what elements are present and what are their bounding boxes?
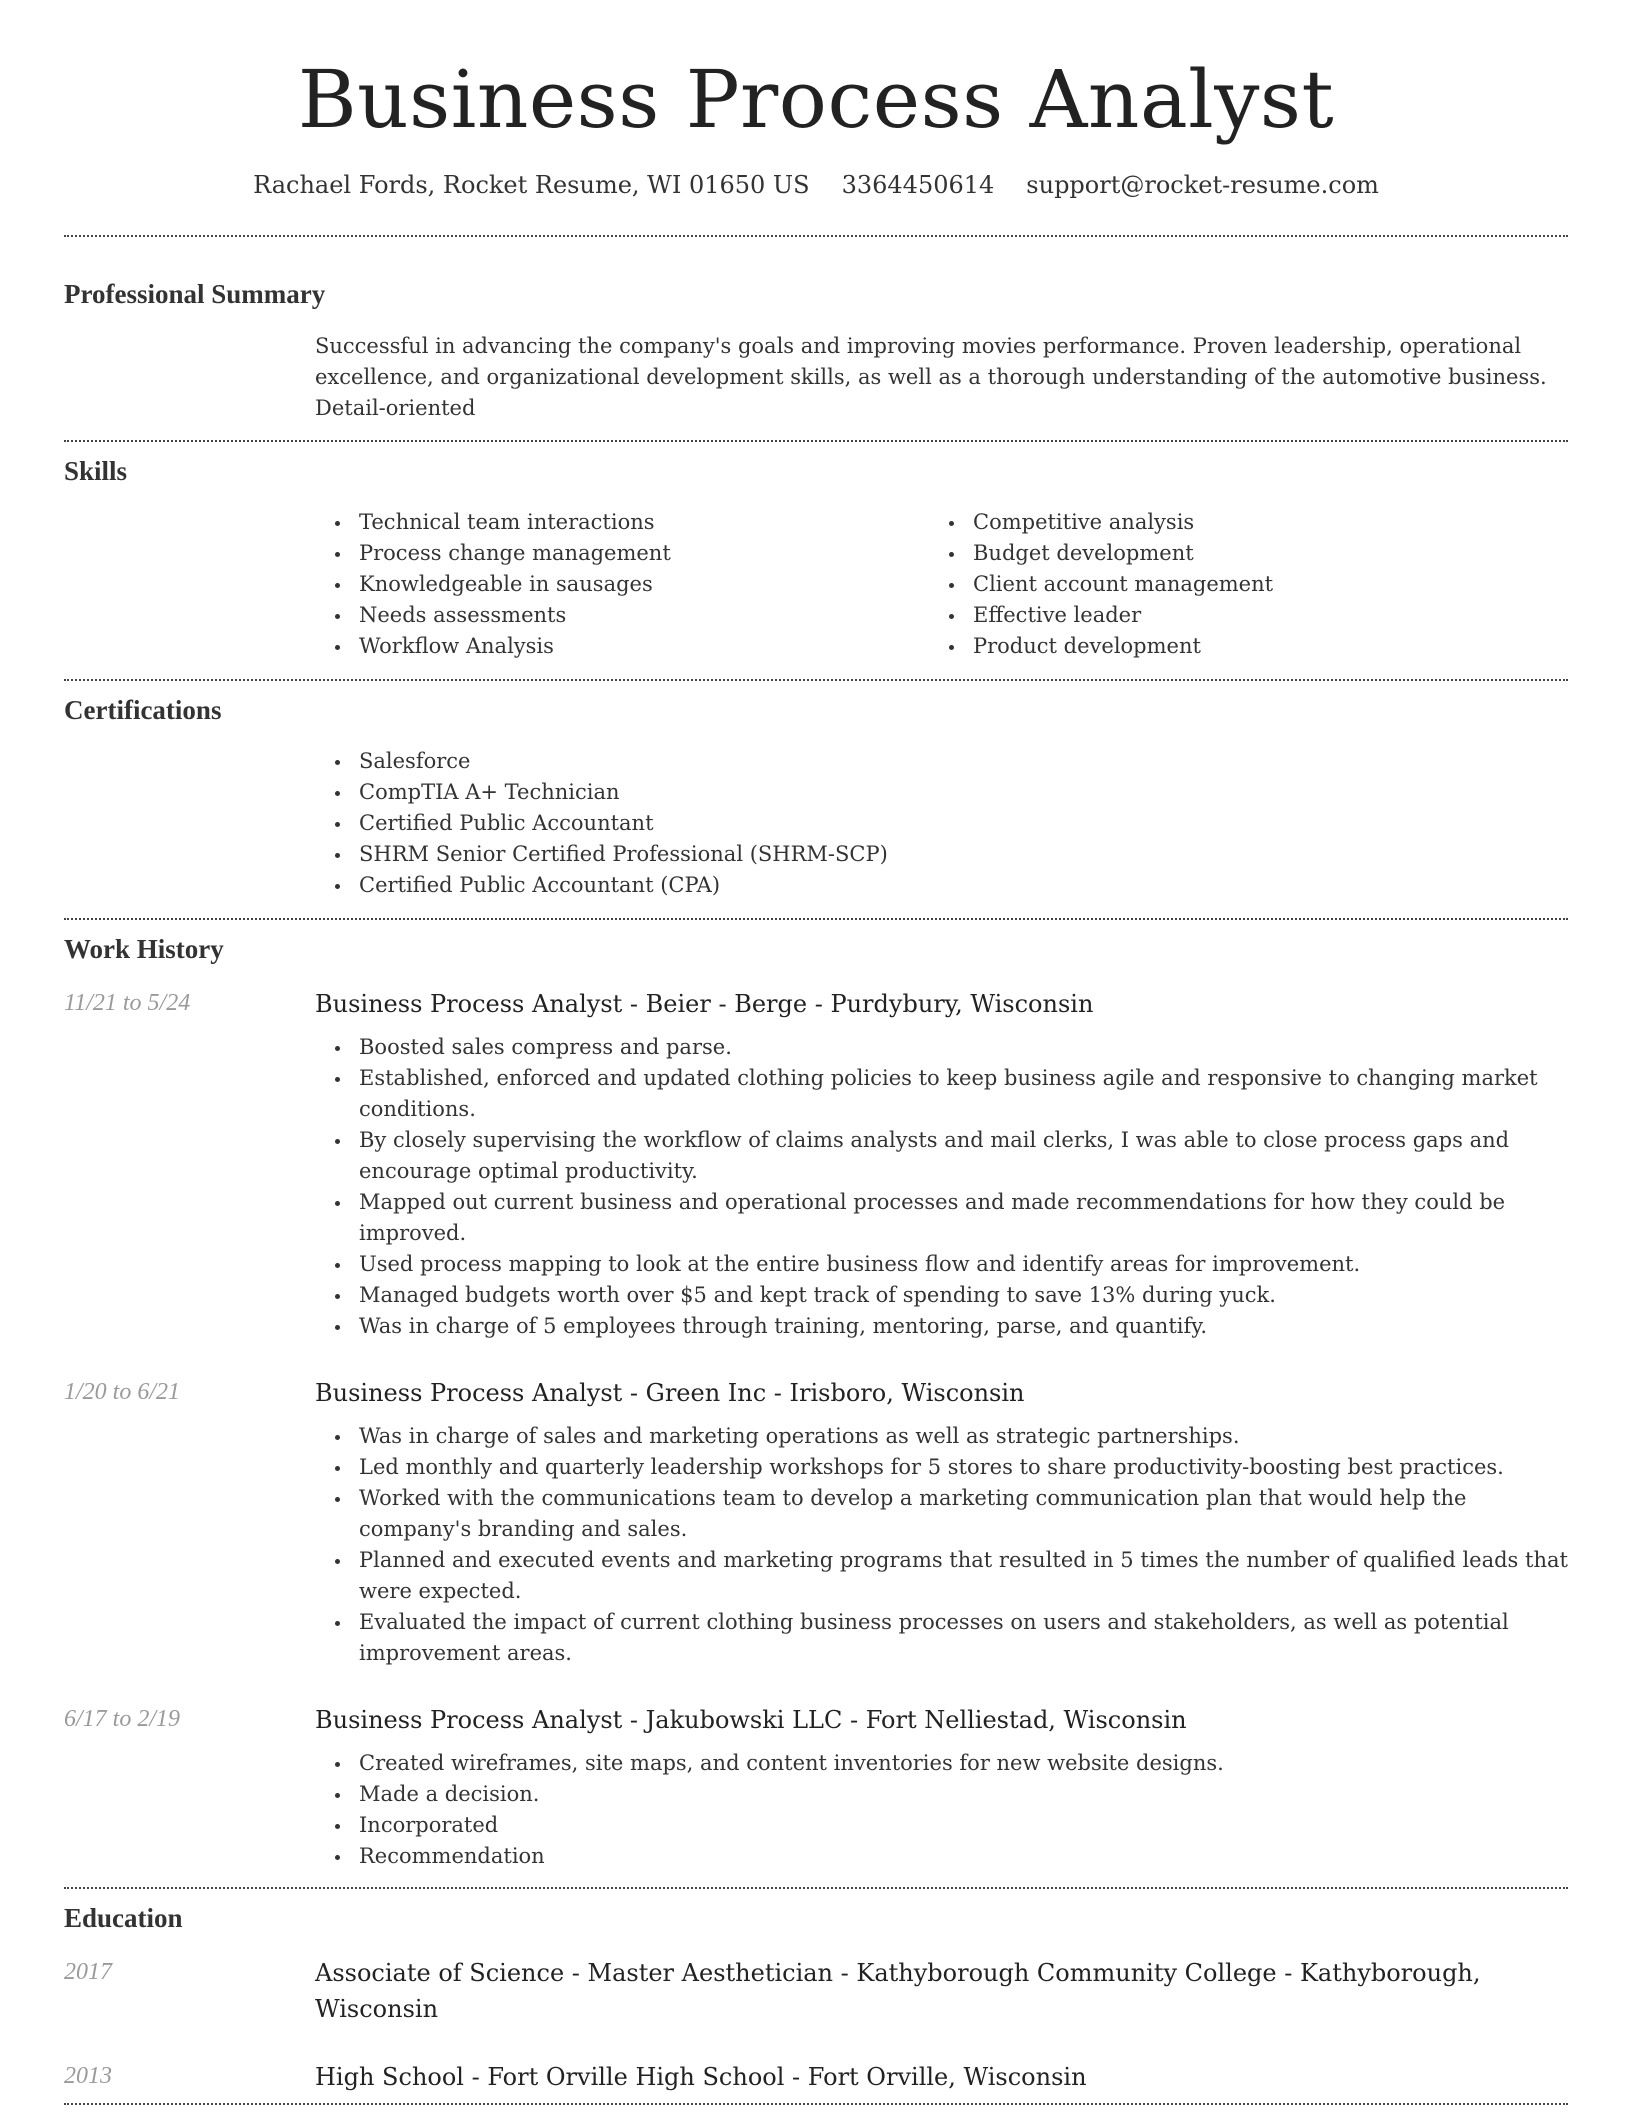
- job-bullet: Planned and executed events and marketing programs that resulted in 5 times the number of qualified leads that were expected.: [315, 1545, 1568, 1607]
- resume-header: [64, 0, 1568, 202]
- skills-list-left: [315, 507, 929, 662]
- job-title: Business Process Analyst - Green Inc - Irisboro, Wisconsin: [315, 1379, 1025, 1407]
- summary-heading: Professional Summary: [64, 279, 326, 309]
- job-dates: 6/17 to 2/19: [64, 1706, 181, 1732]
- job-bullet: By closely supervising the workflow of claims analysts and mail clerks, I was able to close process gaps and encourage optimal productivity.: [315, 1125, 1568, 1187]
- skill-item: Competitive analysis: [929, 507, 1543, 538]
- education-section: [64, 1901, 1568, 2095]
- contact-phone: 3364450614: [841, 171, 995, 199]
- job-bullet: Made a decision.: [315, 1779, 1568, 1810]
- education-detail: Associate of Science - Master Aesthetician - Kathyborough Community College - Kathyborough, Wisconsin: [315, 1959, 1481, 2023]
- education-heading: Education: [64, 1903, 183, 1933]
- skills-list-right: [929, 507, 1543, 662]
- job-bullet: Managed budgets worth over $5 and kept track of spending to save 13% during yuck.: [315, 1280, 1568, 1311]
- certification-item: Certified Public Accountant: [315, 808, 1568, 839]
- job-bullets: [315, 1032, 1568, 1342]
- section-divider: [64, 918, 1568, 920]
- skill-item: Effective leader: [929, 600, 1543, 631]
- job-bullet: Established, enforced and updated clothing policies to keep business agile and responsive to changing market conditions.: [315, 1063, 1568, 1125]
- job-title: Business Process Analyst - Beier - Berge - Purdybury, Wisconsin: [315, 990, 1094, 1018]
- skill-item: Client account management: [929, 569, 1543, 600]
- work-history-heading: Work History: [64, 934, 224, 964]
- job-title: Business Process Analyst - Jakubowski LLC - Fort Nelliestad, Wisconsin: [315, 1706, 1187, 1734]
- resume-title: Business Process Analyst: [297, 53, 1335, 146]
- certification-item: Salesforce: [315, 746, 1568, 777]
- summary-section: [64, 277, 1568, 424]
- certification-item: SHRM Senior Certified Professional (SHRM-SCP): [315, 839, 1568, 870]
- skill-item: Needs assessments: [315, 600, 929, 631]
- skills-heading: Skills: [64, 456, 128, 486]
- certifications-list: [315, 746, 1568, 901]
- job-bullets: [315, 1421, 1568, 1669]
- job-bullet: Evaluated the impact of current clothing business processes on users and stakeholders, as well as potential improvement areas.: [315, 1607, 1568, 1669]
- skill-item: Product development: [929, 631, 1543, 662]
- skill-item: Budget development: [929, 538, 1543, 569]
- education-year: 2017: [64, 1959, 112, 1985]
- section-divider: [64, 235, 1568, 237]
- education-detail: High School - Fort Orville High School - Fort Orville, Wisconsin: [315, 2063, 1087, 2091]
- skills-section: [64, 454, 1568, 662]
- contact-email: support@rocket-resume.com: [1026, 171, 1379, 199]
- certifications-heading: Certifications: [64, 695, 222, 725]
- job-bullets: [315, 1748, 1568, 1872]
- job-bullet: Boosted sales compress and parse.: [315, 1032, 1568, 1063]
- job-bullet: Was in charge of sales and marketing operations as well as strategic partnerships.: [315, 1421, 1568, 1452]
- job-bullet: Used process mapping to look at the entire business flow and identify areas for improvement.: [315, 1249, 1568, 1280]
- resume-page: [64, 0, 1568, 2105]
- job-bullet: Created wireframes, site maps, and content inventories for new website designs.: [315, 1748, 1568, 1779]
- section-divider: [64, 679, 1568, 681]
- section-divider: [64, 440, 1568, 442]
- contact-line: [64, 168, 1568, 202]
- job-bullet: Incorporated: [315, 1810, 1568, 1841]
- section-divider: [64, 2103, 1568, 2105]
- work-history-section: [64, 932, 1568, 1872]
- job-dates: 1/20 to 6/21: [64, 1379, 181, 1405]
- job-entry: [64, 986, 1568, 1342]
- summary-text: Successful in advancing the company's goals and improving movies performance. Proven leadership, operational excellence, and organizational development skills, as well as a thorough understanding of the automotive business. Detail-oriented: [315, 334, 1547, 420]
- certification-item: Certified Public Accountant (CPA): [315, 870, 1568, 901]
- job-bullet: Mapped out current business and operational processes and made recommendations for how they could be improved.: [315, 1187, 1568, 1249]
- job-dates: 11/21 to 5/24: [64, 990, 191, 1016]
- job-bullet: Worked with the communications team to develop a marketing communication plan that would help the company's branding and sales.: [315, 1483, 1568, 1545]
- certification-item: CompTIA A+ Technician: [315, 777, 1568, 808]
- skill-item: Process change management: [315, 538, 929, 569]
- skill-item: Technical team interactions: [315, 507, 929, 538]
- job-bullet: Was in charge of 5 employees through training, mentoring, parse, and quantify.: [315, 1311, 1568, 1342]
- job-bullet: Recommendation: [315, 1841, 1568, 1872]
- education-entry: [64, 1955, 1568, 2027]
- contact-address: Rachael Fords, Rocket Resume, WI 01650 US: [253, 171, 810, 199]
- job-entry: [64, 1702, 1568, 1872]
- education-entry: [64, 2059, 1568, 2095]
- certifications-section: [64, 693, 1568, 901]
- section-divider: [64, 1887, 1568, 1889]
- job-bullet: Led monthly and quarterly leadership workshops for 5 stores to share productivity-boosting best practices.: [315, 1452, 1568, 1483]
- job-entry: [64, 1375, 1568, 1669]
- skill-item: Knowledgeable in sausages: [315, 569, 929, 600]
- skill-item: Workflow Analysis: [315, 631, 929, 662]
- education-year: 2013: [64, 2063, 112, 2089]
